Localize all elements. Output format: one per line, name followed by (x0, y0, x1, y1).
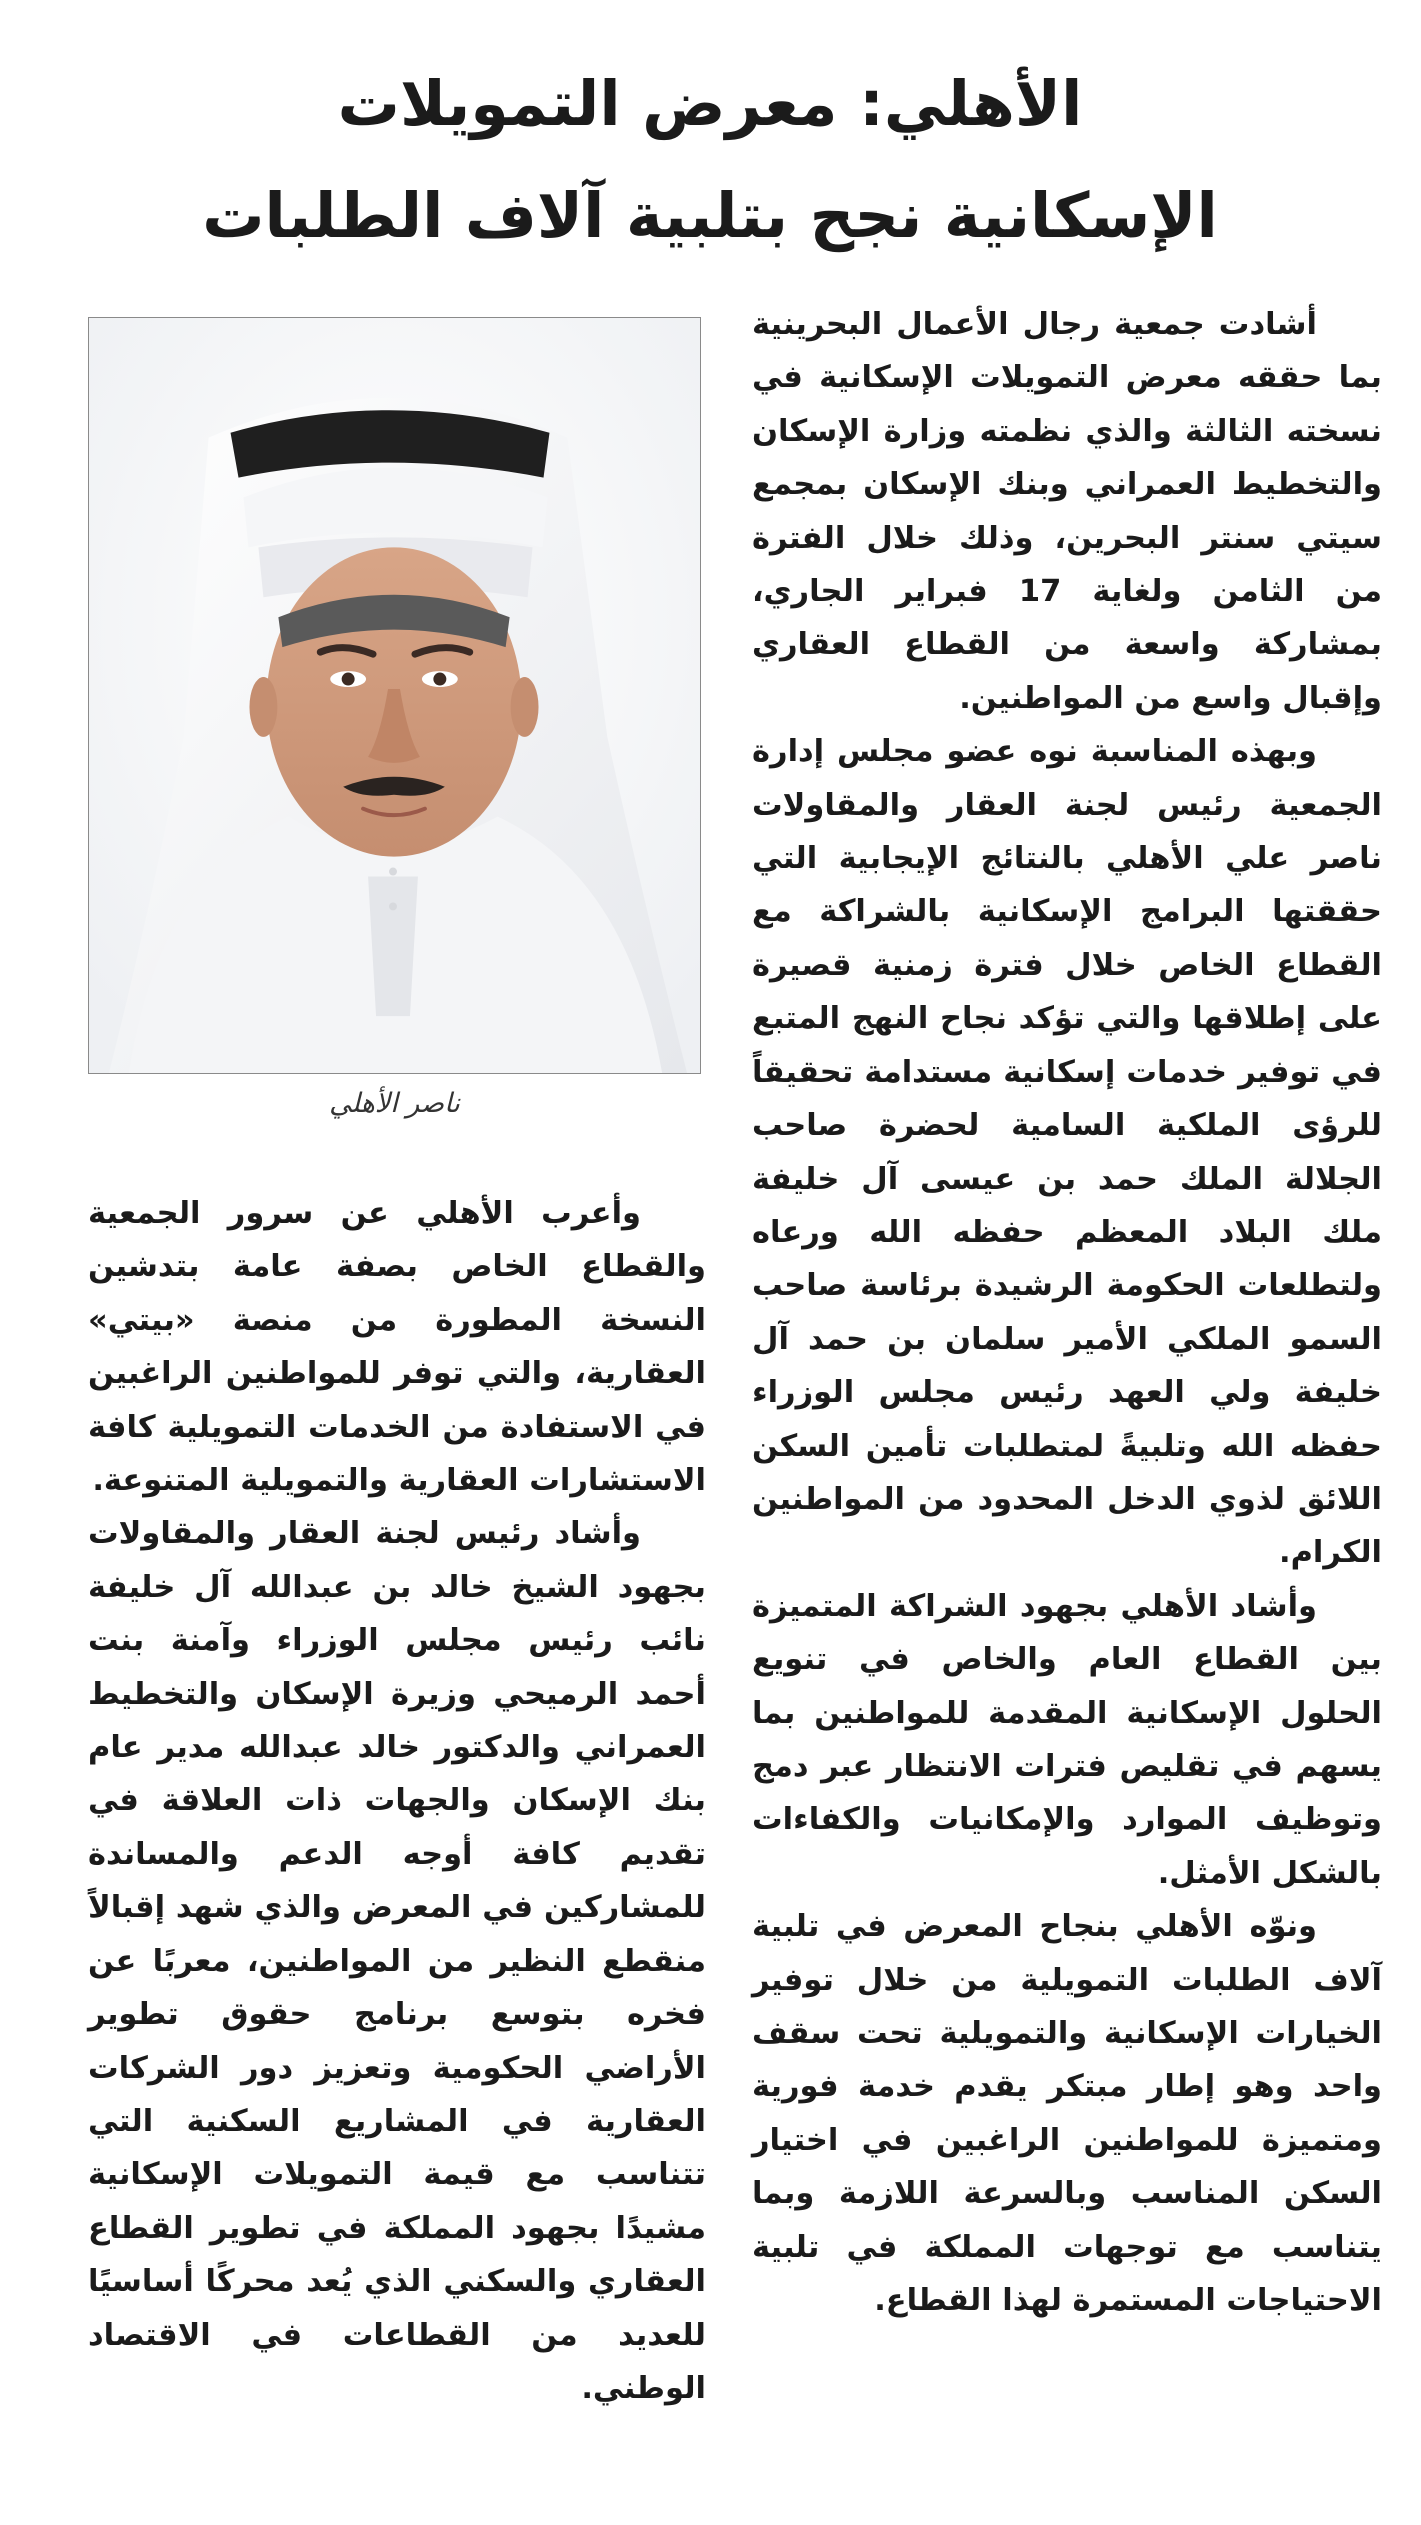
portrait-photo (88, 317, 701, 1074)
photo-caption: ناصر الأهلي (329, 1088, 460, 1119)
portrait-illustration (89, 318, 700, 1073)
article-column-right (752, 298, 1382, 2327)
paragraph: أشادت جمعية رجال الأعمال البحرينية بما حققه معرض التمويلات الإسكانية في نسخته الثالثة والذي نظمته وزارة الإسكان والتخطيط العمراني وبنك الإسكان بمجمع سيتي سنتر البحرين، وذلك خلال الفترة من الثامن ولغاية 17 فبراير الجاري، بمشاركة واسعة من القطاع العقاري وإقبال واسع من المواطنين. (752, 307, 1383, 716)
headline-line-1: الأهلي: معرض التمويلات (337, 67, 1083, 140)
paragraph: وأعرب الأهلي عن سرور الجمعية والقطاع الخاص بصفة عامة بتدشين النسخة المطورة من منصة «بيتي» العقارية، والتي توفر للمواطنين الراغبين في الاستفادة من الخدمات التمويلية كافة الاستشارات العقارية والتمويلية المتنوعة. (88, 1196, 706, 1499)
headline-line-2: الإسكانية نجح بتلبية آلاف الطلبات (202, 179, 1218, 252)
article-column-left (88, 1187, 706, 2415)
paragraph: وبهذه المناسبة نوه عضو مجلس إدارة الجمعية رئيس لجنة العقار والمقاولات ناصر علي الأهلي بالنتائج الإيجابية التي حققتها البرامج الإسكانية بالشراكة مع القطاع الخاص خلال فترة زمنية قصيرة على إطلاقها والتي تؤكد نجاح النهج المتبع في توفير خدمات إسكانية مستدامة تحقيقاً للرؤى الملكية السامية لحضرة صاحب الجلالة الملك حمد بن عيسى آل خليفة ملك البلاد المعظم حفظه الله ورعاه ولتطلعات الحكومة الرشيدة برئاسة صاحب السمو الملكي الأمير سلمان بن حمد آل خليفة ولي العهد رئيس مجلس الوزراء حفظه الله وتلبيةً لمتطلبات تأمين السكن اللائق لذوي الدخل المحدود من المواطنين الكرام. (752, 734, 1382, 1571)
paragraph: ونوّه الأهلي بنجاح المعرض في تلبية آلاف الطلبات التمويلية من خلال توفير الخيارات الإسكانية والتمويلية تحت سقف واحد وهو إطار مبتكر يقدم خدمة فورية ومتميزة للمواطنين الراغبين في اختيار السكن المناسب وبالسرعة اللازمة وبما يتناسب مع توجهات المملكة في تلبية الاحتياجات المستمرة لهذا القطاع. (752, 1909, 1382, 2319)
paragraph: وأشاد رئيس لجنة العقار والمقاولات بجهود الشيخ خالد بن عبدالله آل خليفة نائب رئيس مجلس الوزراء وآمنة بنت أحمد الرميحي وزيرة الإسكان والتخطيط العمراني والدكتور خالد عبدالله مدير عام بنك الإسكان والجهات ذات العلاقة في تقديم كافة أوجه الدعم والمساندة للمشاركين في المعرض والذي شهد إقبالاً منقطع النظير من المواطنين، معربًا عن فخره بتوسع برنامج حقوق تطوير الأراضي الحكومية وتعزيز دور الشركات العقارية في المشاريع السكنية التي تتناسب مع قيمة التمويلات الإسكانية مشيدًا بجهود المملكة في تطوير القطاع العقاري والسكني الذي يُعد محركًا أساسيًا للعديد من القطاعات في الاقتصاد الوطني. (88, 1516, 706, 2406)
article-headline (80, 48, 1340, 272)
paragraph: وأشاد الأهلي بجهود الشراكة المتميزة بين القطاع العام والخاص في تنويع الحلول الإسكانية المقدمة للمواطنين بما يسهم في تقليص فترات الانتظار عبر دمج وتوظيف الموارد والإمكانيات والكفاءات بالشكل الأمثل. (752, 1588, 1382, 1891)
